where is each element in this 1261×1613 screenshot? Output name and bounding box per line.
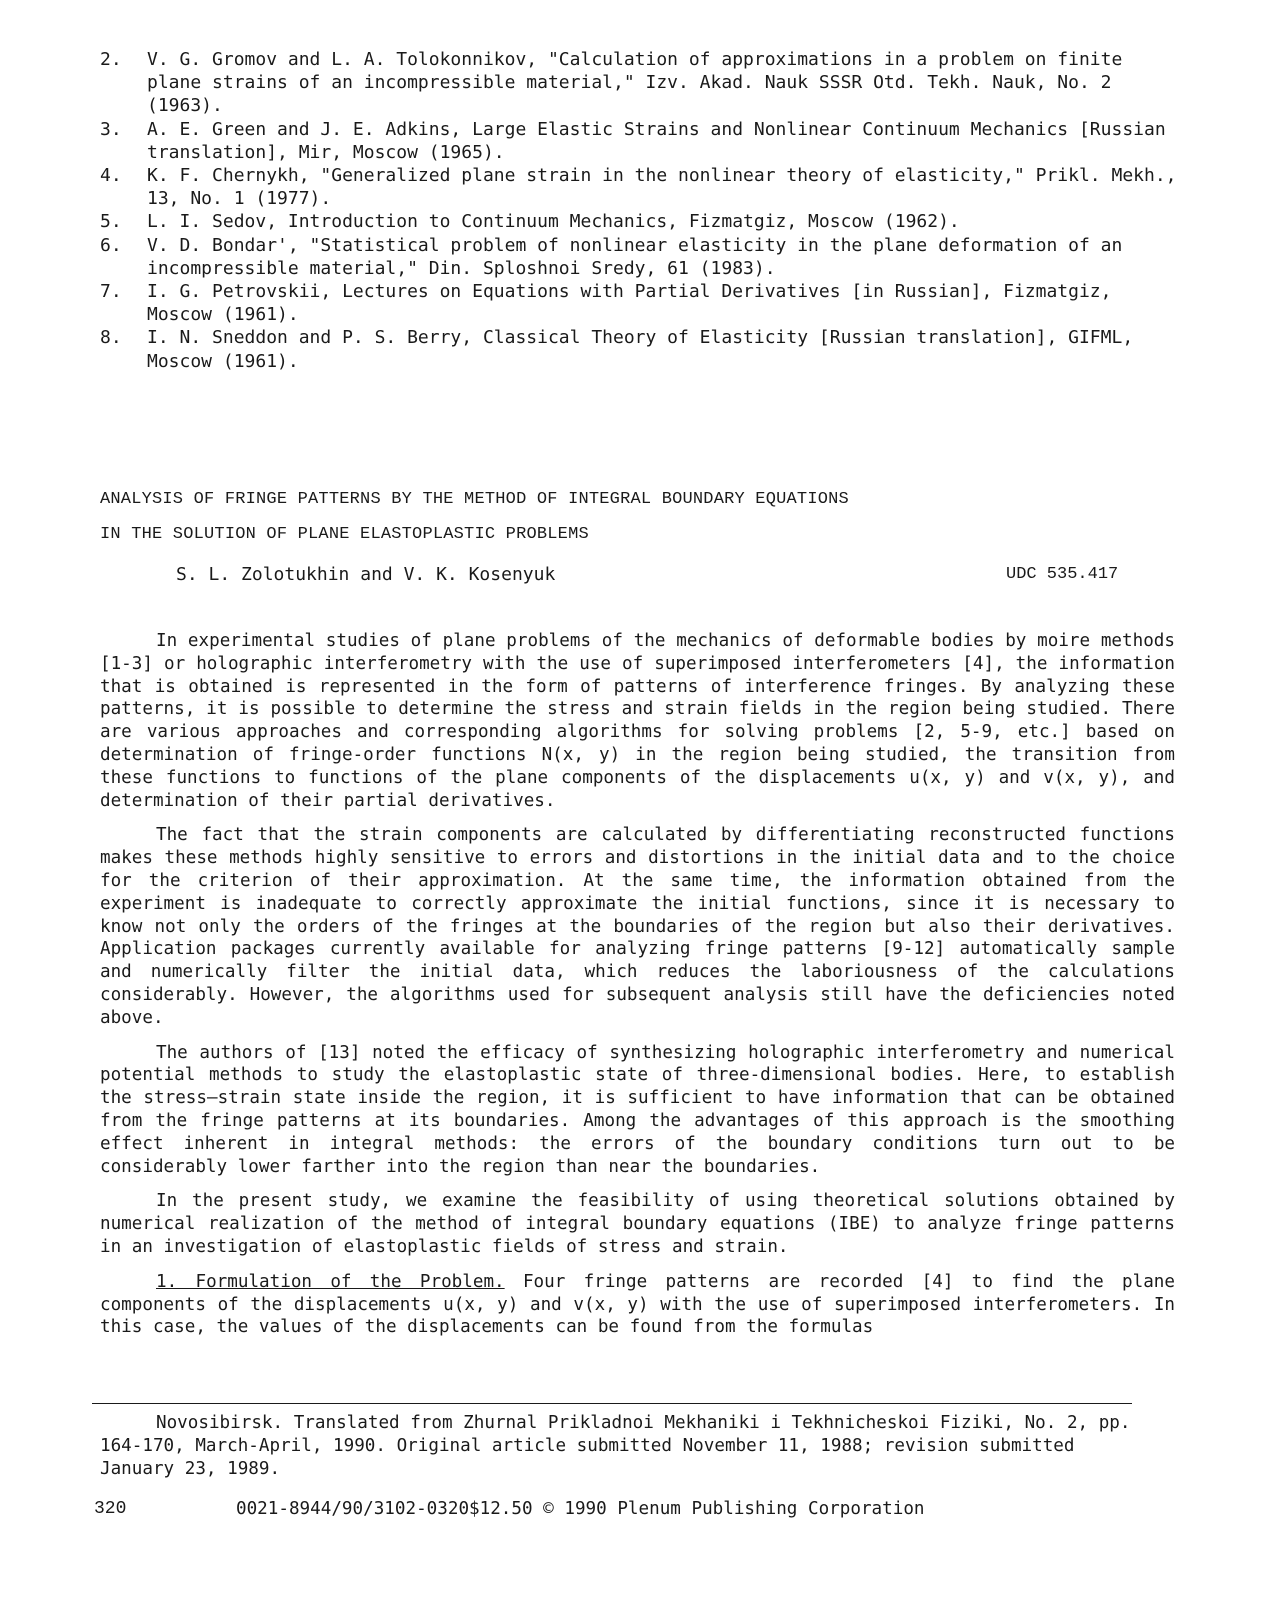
body-paragraph: The authors of [13] noted the efficacy of synthesizing holographic interferometry and numerical potential methods to study the elastoplastic state of three-dimensional bodies. Here, to establish the stress—strain state inside the region, it is sufficient to have information that can be obtained from the fringe patterns at its boundaries. Among the advantages of this approach is the smoothing effect inherent in integral methods: the errors of the boundary conditions turn out to be considerably lower farther into the region than near the boundaries.: [100, 1042, 1175, 1177]
section-heading: 1. Formulation of the Problem.: [156, 1271, 505, 1292]
reference-number: 5.: [100, 211, 122, 233]
footnote-divider: [92, 1403, 1132, 1404]
reference-list: [100, 48, 1180, 373]
reference-number: 2.: [100, 49, 122, 70]
reference-item: [100, 210, 1180, 233]
article-title-line-2: IN THE SOLUTION OF PLANE ELASTOPLASTIC PROBLEMS: [100, 525, 589, 544]
reference-number: 6.: [100, 234, 122, 256]
footnote: Novosibirsk. Translated from Zhurnal Prikladnoi Mekhaniki i Tekhnicheskoi Fiziki, No. 2, pp. 164-170, March-April, 1990. Original article submitted November 11, 1988; revision submitted January 23, 1989.: [100, 1413, 1131, 1479]
reference-text: V. G. Gromov and L. A. Tolokonnikov, "Calculation of approximations in a problem on finite plane strains of an incompressible material," Izv. Akad. Nauk SSSR Otd. Tekh. Nauk, No. 2 (1963).: [147, 49, 1123, 117]
reference-text: I. G. Petrovskii, Lectures on Equations with Partial Derivatives [in Russian], Fizmatgiz, Moscow (1961).: [147, 281, 1112, 326]
reference-item: [100, 326, 1180, 372]
reference-item: [100, 164, 1180, 210]
reference-text: V. D. Bondar', "Statistical problem of nonlinear elasticity in the plane deformation of an incompressible material," Din. Sploshnoi Sredy, 61 (1983).: [147, 234, 1123, 279]
reference-item: [100, 118, 1180, 164]
reference-item: [100, 234, 1180, 280]
udc-code: UDC 535.417: [1006, 565, 1119, 584]
reference-item: [100, 48, 1180, 118]
section-paragraph: [100, 1271, 1175, 1339]
article-title-line-1: ANALYSIS OF FRINGE PATTERNS BY THE METHOD OF INTEGRAL BOUNDARY EQUATIONS: [100, 490, 849, 509]
reference-number: 8.: [100, 327, 122, 349]
reference-text: I. N. Sneddon and P. S. Berry, Classical Theory of Elasticity [Russian translation], GIFML, Moscow (1961).: [147, 327, 1134, 372]
reference-number: 7.: [100, 281, 122, 303]
reference-number: 3.: [100, 118, 122, 140]
reference-text: A. E. Green and J. E. Adkins, Large Elastic Strains and Nonlinear Continuum Mechanics [Russian translation], Mir, Moscow (1965).: [147, 118, 1166, 163]
page-number: 320: [94, 1499, 127, 1519]
copyright-line: 0021-8944/90/3102-0320$12.50 © 1990 Plenum Publishing Corporation: [236, 1499, 925, 1519]
reference-text: K. F. Chernykh, "Generalized plane strain in the nonlinear theory of elasticity," Prikl. Mekh., 13, No. 1 (1977).: [147, 165, 1177, 210]
article-body: [100, 630, 1175, 1351]
body-paragraph: In the present study, we examine the feasibility of using theoretical solutions obtained by numerical realization of the method of integral boundary equations (IBE) to analyze fringe patterns in an investigation of elastoplastic fields of stress and strain.: [100, 1191, 1175, 1257]
article-title: [100, 482, 1160, 552]
reference-number: 4.: [100, 165, 122, 187]
section-text: Four fringe patterns are recorded [4] to find the plane components of the displacements u(x, y) and v(x, y) with the use of superimposed interferometers. In this case, the values of the displacements can be found from the formulas: [100, 1271, 1175, 1338]
article-authors: S. L. Zolotukhin and V. K. Kosenyuk: [176, 564, 556, 585]
reference-item: [100, 280, 1180, 326]
body-paragraph: The fact that the strain components are calculated by differentiating reconstructed functions makes these methods highly sensitive to errors and distortions in the initial data and to the choice for the criterion of their approximation. At the same time, the information obtained from the experiment is inadequate to correctly approximate the initial functions, since it is necessary to know not only the orders of the fringes at the boundaries of the region but also their derivatives. Application packages currently available for analyzing fringe patterns [9-12] automatically sample and numerically filter the initial data, which reduces the laboriousness of the calculations considerably. However, the algorithms used for subsequent analysis still have the deficiencies noted above.: [100, 825, 1175, 1028]
reference-text: L. I. Sedov, Introduction to Continuum Mechanics, Fizmatgiz, Moscow (1962).: [147, 211, 960, 233]
body-paragraph: In experimental studies of plane problems of the mechanics of deformable bodies by moire methods [1-3] or holographic interferometry with the use of superimposed interferometers [4], the information that is obtained is represented in the form of patterns of interference fringes. By analyzing these patterns, it is possible to determine the stress and strain fields in the region being studied. There are various approaches and corresponding algorithms for solving problems [2, 5-9, etc.] based on determination of fringe-order functions N(x, y) in the region being studied, the transition from these functions to functions of the plane components of the displacements u(x, y) and v(x, y), and determination of their partial derivatives.: [100, 631, 1175, 811]
